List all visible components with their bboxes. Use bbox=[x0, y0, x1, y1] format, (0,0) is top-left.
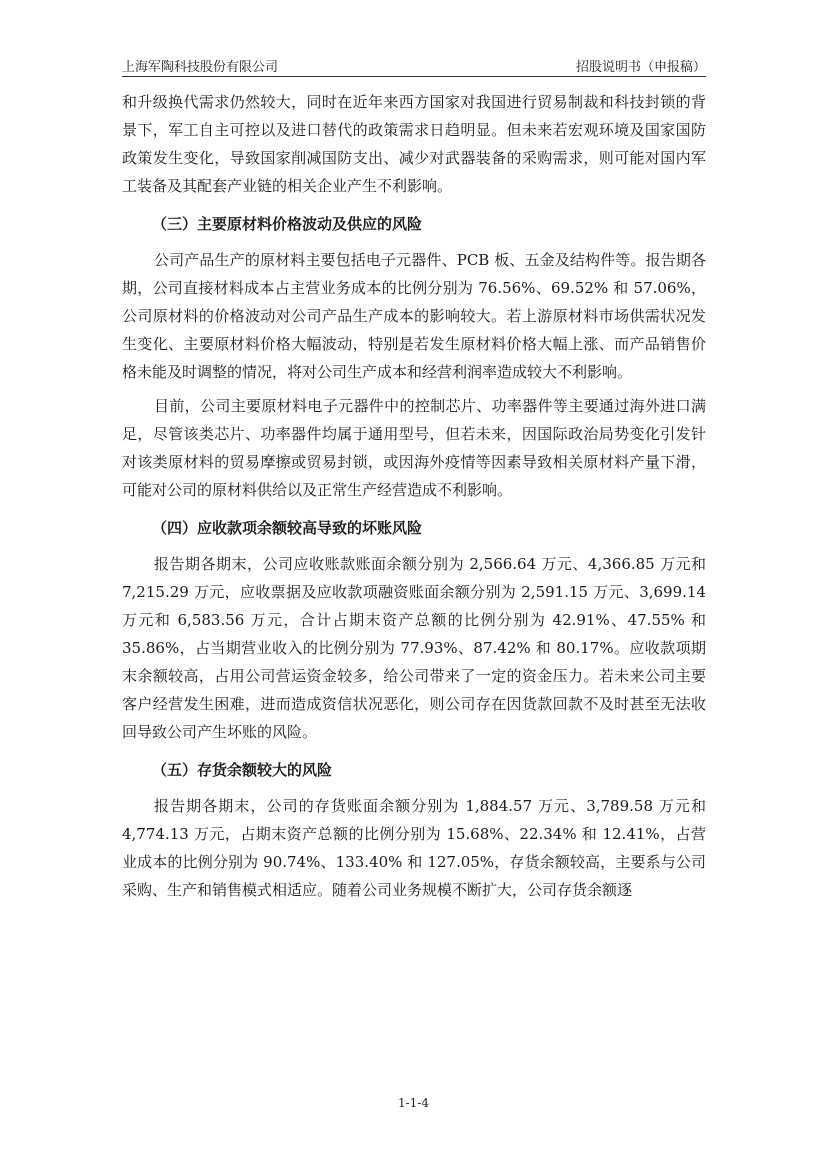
section-heading-inventory-risk: （五）存货余额较大的风险 bbox=[152, 761, 333, 779]
header-company-name: 上海军陶科技股份有限公司 bbox=[122, 60, 279, 75]
document-body bbox=[122, 88, 706, 904]
section-heading-receivables-risk: （四）应收款项余额较高导致的坏账风险 bbox=[152, 519, 423, 537]
header-divider bbox=[122, 76, 706, 77]
paragraph-raw-material-supply: 目前，公司主要原材料电子元器件中的控制芯片、功率器件等主要通过海外进口满足，尽管该类芯片、功率器件均属于通用型号，但若未来，因国际政治局势变化引发针对该类原材料的贸易摩擦或贸易封锁，或因海外疫情等因素导致相关原材料产量下滑，可能对公司的原材料供给以及正常生产经营造成不利影响。 bbox=[122, 397, 706, 499]
paragraph-inventory: 报告期各期末，公司的存货账面余额分别为 1,884.57 万元、3,789.58 万元和 4,774.13 万元，占期末资产总额的比例分别为 15.68%、22.34% 和 12.41%，占营业成本的比例分别为 90.74%、133.40% 和 127.05%，存货余额较高，主要系与公司采购、生产和销售模式相适应。随着公司业务规模不断扩大，公司存货余额逐 bbox=[122, 797, 706, 899]
page-number: 1-1-4 bbox=[397, 1096, 429, 1110]
header-document-type: 招股说明书（申报稿） bbox=[575, 60, 706, 75]
paragraph-raw-material-cost: 公司产品生产的原材料主要包括电子元器件、PCB 板、五金及结构件等。报告期各期，公司直接材料成本占主营业务成本的比例分别为 76.56%、69.52% 和 57.06%，公司原材料的价格波动对公司产品生产成本的影响较大。若上游原材料市场供需状况发生变化、主要原材料价格大幅波动，特别是若发生原材料价格大幅上涨、而产品销售价格未能及时调整的情况，将对公司生产成本和经营利润率造成较大不利影响。 bbox=[122, 251, 706, 381]
paragraph-receivables: 报告期各期末，公司应收账款账面余额分别为 2,566.64 万元、4,366.85 万元和 7,215.29 万元，应收票据及应收款项融资账面余额分别为 2,591.15 万元、3,699.14 万元和 6,583.56 万元，合计占期末资产总额的比例分别为 42.91%、47.55% 和 35.86%，占当期营业收入的比例分别为 77.93%、87.42% 和 80.17%。应收款项期末余额较高，占用公司营运资金较多，给公司带来了一定的资金压力。若未来公司主要客户经营发生困难，进而造成资信状况恶化，则公司存在因货款回款不及时甚至无法收回导致公司产生坏账的风险。 bbox=[122, 555, 706, 741]
page-header bbox=[122, 50, 706, 76]
section-heading-raw-material-risk: （三）主要原材料价格波动及供应的风险 bbox=[152, 215, 423, 233]
paragraph-continuation: 和升级换代需求仍然较大，同时在近年来西方国家对我国进行贸易制裁和科技封锁的背景下，军工自主可控以及进口替代的政策需求日趋明显。但未来若宏观环境及国家国防政策发生变化，导致国家削减国防支出、减少对武器装备的采购需求，则可能对国内军工装备及其配套产业链的相关企业产生不利影响。 bbox=[122, 93, 706, 195]
